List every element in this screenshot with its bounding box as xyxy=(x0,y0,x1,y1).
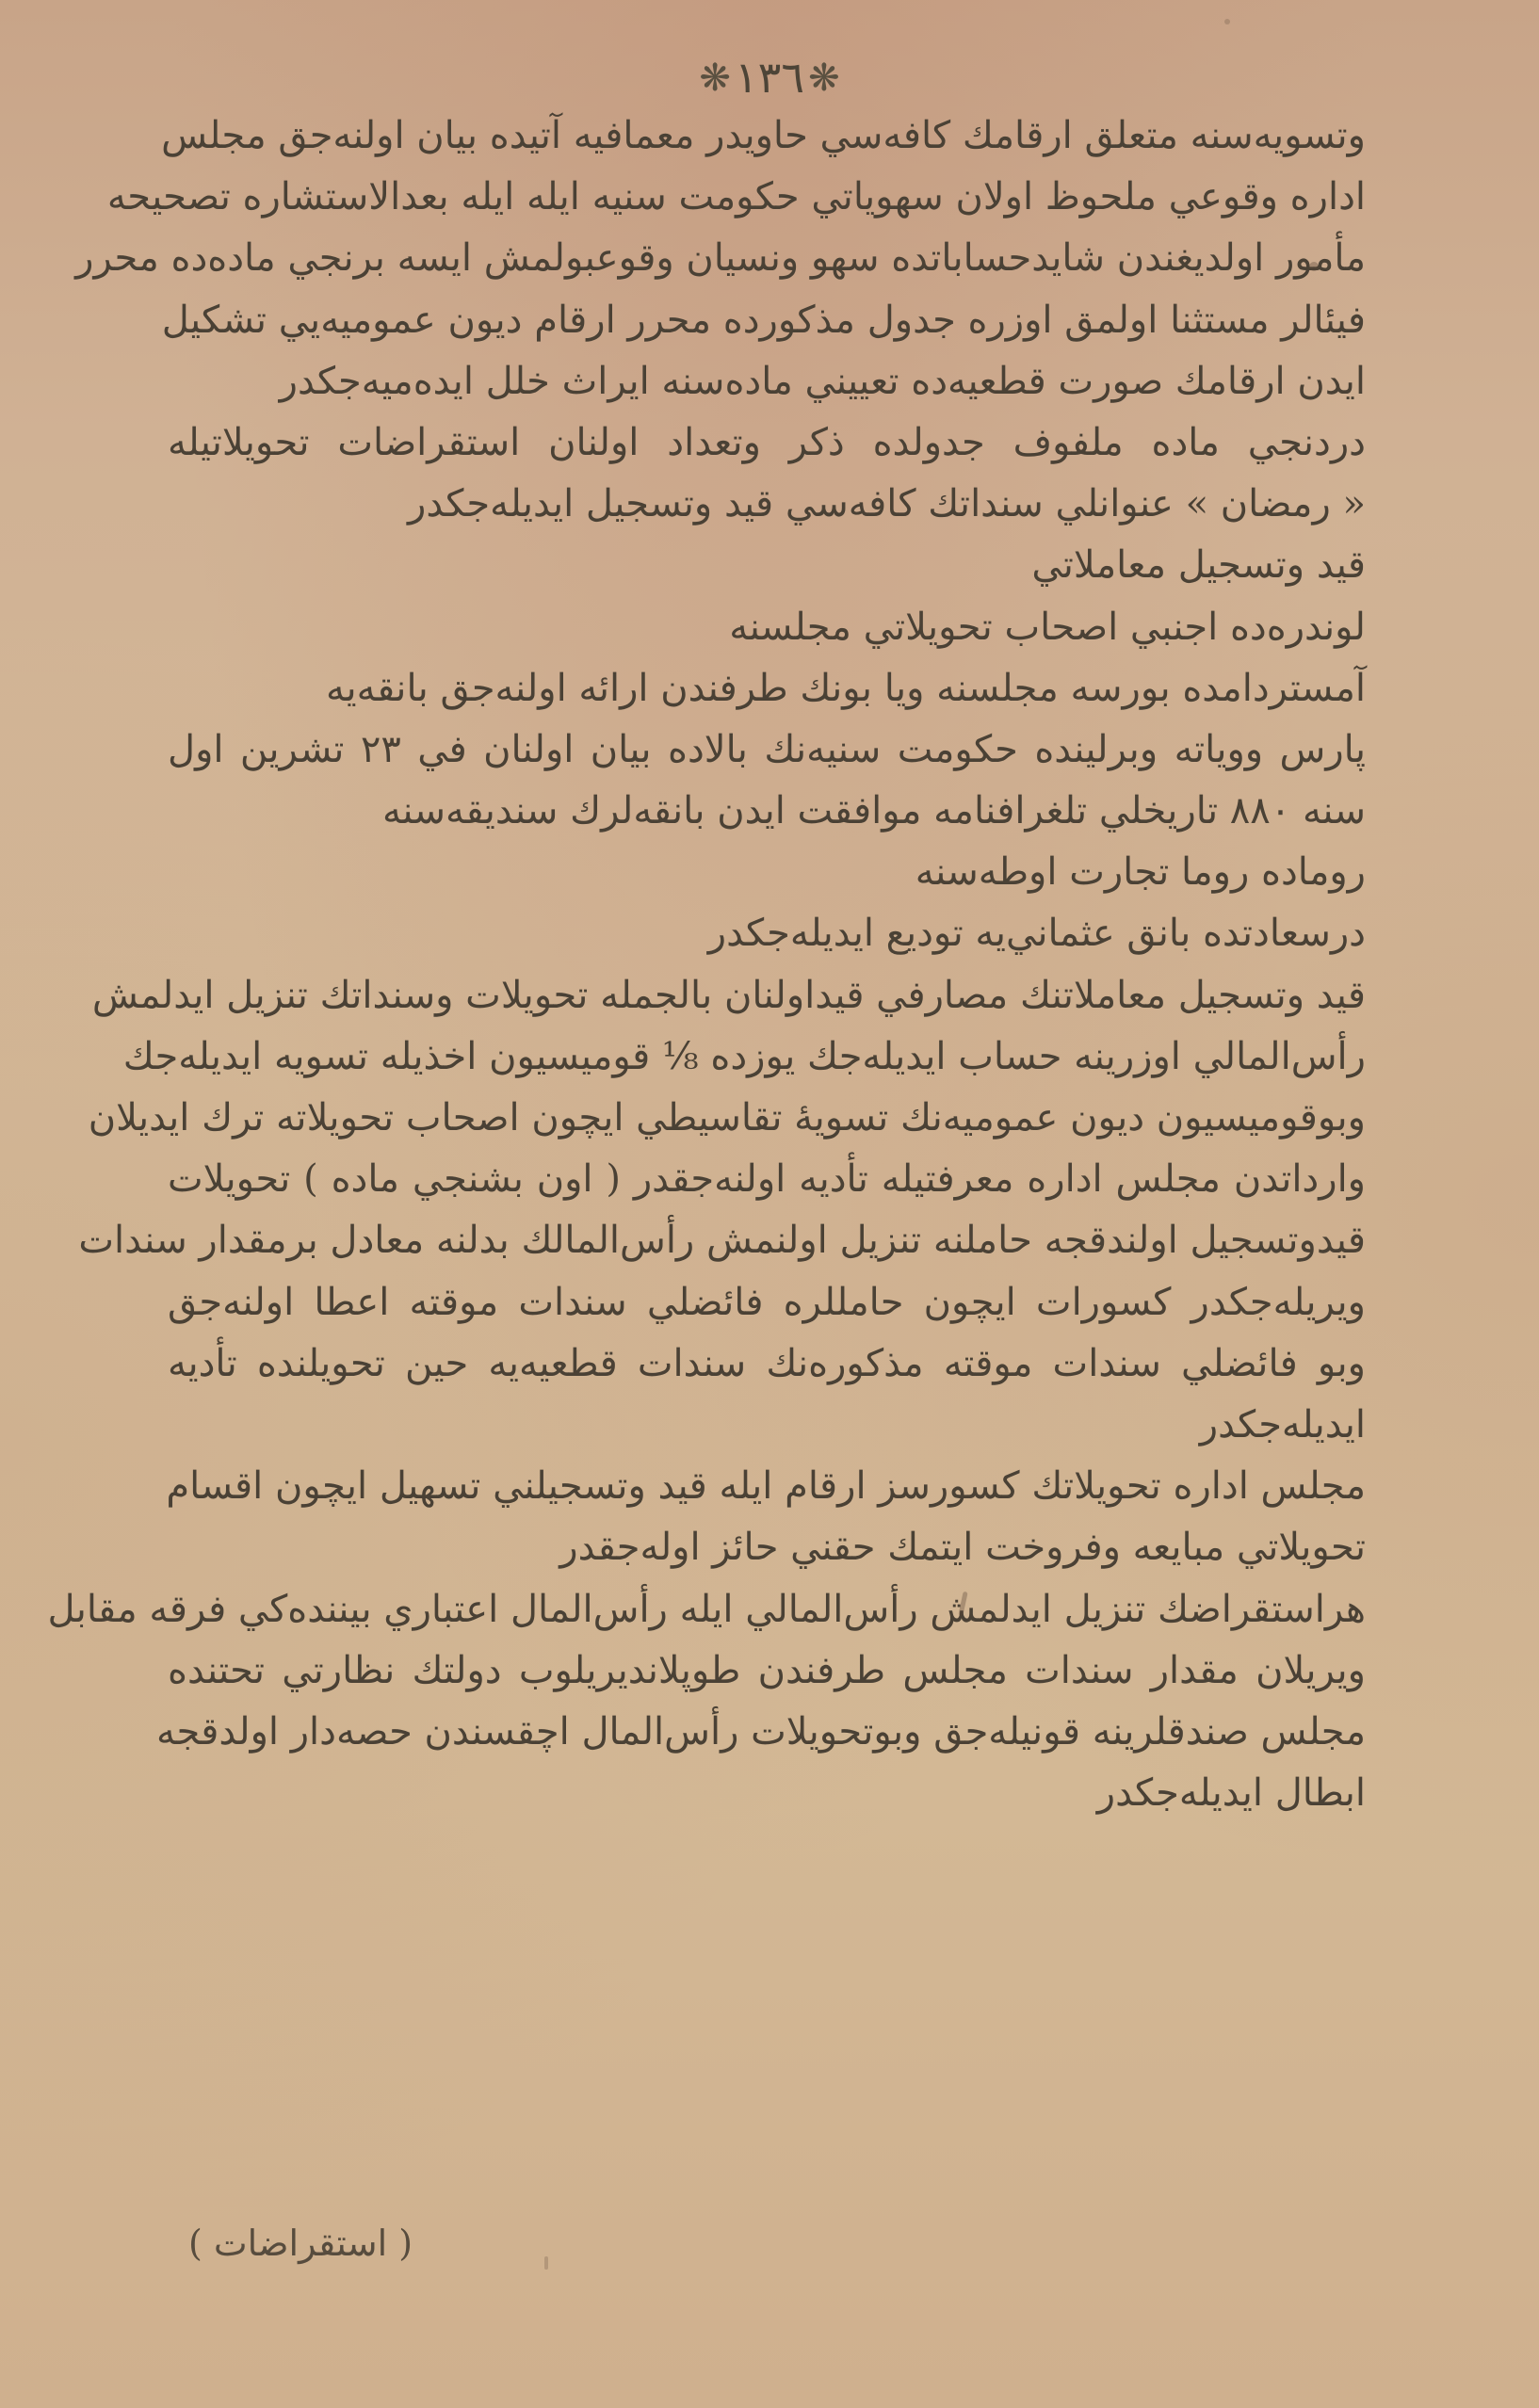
text-line: رأس‌المالي اوزرينه حساب ايديله‌جك يوزده ⅛ قوميسيون اخذيله تسويه ايديله‌جك xyxy=(122,1034,1366,1078)
section-heading: ( استقراضات ) xyxy=(188,2222,413,2264)
text-line: وتسويه‌سنه متعلق ارقامك كافه‌سي حاويدر معمافيه آتيده بيان اولنه‌جق مجلس xyxy=(161,114,1366,157)
text-line: روماده روما تجارت اوطه‌سنه xyxy=(915,850,1366,895)
ornament-icon: ❋ xyxy=(699,57,731,100)
text-line: دردنجي ماده ملفوف جدولده ذكر وتعداد اولنان استقراضات تحويلاتيله xyxy=(168,420,1366,464)
text-line: هراستقراضك تنزيل ايدلمش رأس‌المالي ايله رأس‌المال اعتباري بيننده‌كي فرقه مقابل xyxy=(47,1587,1366,1631)
text-line: ويريلان مقدار سندات مجلس طرفندن طوپلانديريلوب دولتك نظارتي تحتنده xyxy=(168,1648,1366,1692)
text-line: سنه ٨٨٠ تاريخلي تلغرافنامه موافقت ايدن بانقه‌لرك سنديقه‌سنه xyxy=(381,789,1366,833)
page-number xyxy=(0,49,1539,106)
text-line: ابطال ايديله‌جكدر xyxy=(1096,1771,1366,1816)
text-line: وبوقوميسيون ديون عموميه‌نك تسويه‌ٔ تقاسيطي ايچون اصحاب تحويلاته ترك ايديلان xyxy=(88,1096,1366,1139)
text-line: پارس ووياته وبرلينده حكومت سنيه‌نك بالاده بيان اولنان في ٢٣ تشرين اول xyxy=(168,727,1366,771)
body-text xyxy=(47,105,1366,1824)
text-line: فيئالر مستثنا اولمق اوزره جدول مذكورده محرر ارقام ديون عموميه‌يي تشكيل xyxy=(161,298,1366,342)
text-line: اداره وقوعي ملحوظ اولان سهوياتي حكومت سنيه ايله ايله بعدالاستشاره تصحيحه xyxy=(106,175,1366,219)
page-number-value: ١٣٦ xyxy=(734,52,805,103)
text-line: ايديله‌جكدر xyxy=(1199,1402,1366,1446)
text-line: لوندره‌ده اجنبي اصحاب تحويلاتي مجلسنه xyxy=(729,605,1366,649)
paper-speck xyxy=(544,2256,548,2270)
text-line: « رمضان » عنوانلي سنداتك كافه‌سي قيد وتسجيل ايديله‌جكدر xyxy=(408,482,1366,526)
text-line: مأمور اولديغندن شايدحساباتده سهو ونسيان وقوعبولمش ايسه برنجي ماده‌ده محرر xyxy=(75,236,1366,281)
text-line: درسعادتده بانق عثماني‌يه توديع ايديله‌جكدر xyxy=(707,912,1366,956)
text-line: ويريله‌جكدر كسورات ايچون حامللره فائضلي سندات موقته اعطا اولنه‌جق xyxy=(168,1280,1366,1324)
text-line: وارداتدن مجلس اداره معرفتيله تأديه اولنه‌جقدر ( اون بشنجي ماده ) تحويلات xyxy=(168,1157,1366,1202)
text-line: آمستردامده بورسه مجلسنه ويا بونك طرفندن ارائه اولنه‌جق بانقه‌يه xyxy=(326,666,1366,710)
text-line: قيدوتسجيل اولندقجه حاملنه تنزيل اولنمش رأس‌المالك بدلنه معادل برمقدار سندات xyxy=(78,1219,1366,1263)
text-line: مجلس اداره تحويلاتك كسورسز ارقام ايله قيد وتسجيلني تسهيل ايچون اقسام xyxy=(166,1464,1366,1509)
paper-speck xyxy=(1224,19,1230,24)
text-line: قيد وتسجيل معاملاتي xyxy=(1031,543,1366,588)
ornament-icon: ❋ xyxy=(808,57,840,100)
text-line: مجلس صندقلرينه قونيله‌جق وبوتحويلات رأس‌المال اچقسندن حصه‌دار اولدقجه xyxy=(156,1709,1366,1753)
text-line: تحويلاتي مبايعه وفروخت ايتمك حقني حائز اوله‌جقدر xyxy=(559,1526,1366,1570)
paper-speck xyxy=(1309,262,1319,271)
text-line: وبو فائضلي سندات موقته مذكوره‌نك سندات قطعيه‌يه حين تحويلنده تأديه xyxy=(168,1341,1366,1385)
text-line: قيد وتسجيل معاملاتنك مصارفي قيداولنان بالجمله تحويلات وسنداتك تنزيل ايدلمش xyxy=(91,973,1366,1017)
text-line: ايدن ارقامك صورت قطعيه‌ده تعييني ماده‌سنه ايراث خلل ايده‌ميه‌جكدر xyxy=(279,359,1366,403)
